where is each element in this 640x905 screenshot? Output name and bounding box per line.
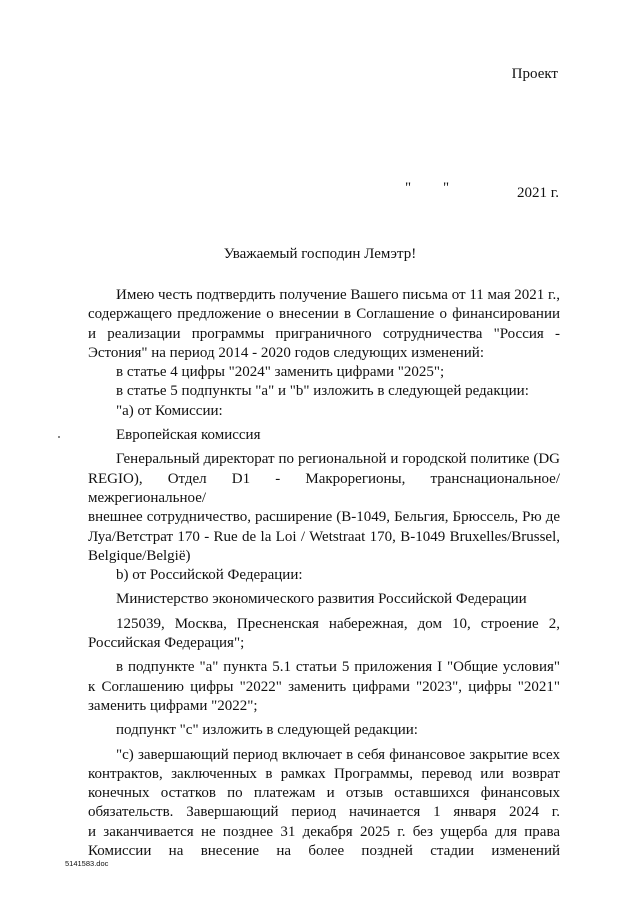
body-line: заменить цифрами "2022"; <box>88 697 258 714</box>
body-line: и реализации программы приграничного сотрудничества "Россия - <box>88 325 560 342</box>
body-line: b) от Российской Федерации: <box>116 567 303 584</box>
body-line: и заканчивается не позднее 31 декабря 2025 г. без ущерба для права <box>88 823 560 840</box>
body-line: Европейская комиссия <box>116 427 261 444</box>
body-line: REGIO), Отдел D1 - Макрорегионы, транснациональное/межрегиональное/ <box>88 470 560 506</box>
date-quote-close: " <box>443 180 450 196</box>
body-line: Генеральный директорат по региональной и городской политике (DG <box>116 451 560 468</box>
salutation: Уважаемый господин Лемэтр! <box>223 246 417 262</box>
body-line: контрактов, заключенных в рамках Программы, перевод или возврат <box>88 765 560 782</box>
draft-label: Проект <box>511 66 558 82</box>
letter-body <box>88 286 560 861</box>
body-line: Луа/Ветстрат 170 - Rue de la Loi / Wetstraat 170, B-1049 Bruxelles/Brussel, <box>88 528 560 545</box>
body-line: Belgique/België) <box>88 547 191 564</box>
body-line: Российская Федерация"; <box>88 635 245 652</box>
date-year: 2021 г. <box>517 185 559 201</box>
body-line: в статье 4 цифры "2024" заменить цифрами "2025"; <box>116 364 445 381</box>
body-line: подпункт "с" изложить в следующей редакции: <box>116 722 418 739</box>
body-line: содержащего предложение о внесении в Соглашение о финансировании <box>88 306 560 323</box>
body-line: к Соглашению цифры "2022" заменить цифрами "2023", цифры "2021" <box>88 678 560 695</box>
body-line: обязательств. Завершающий период начинается 1 января 2024 г. <box>88 804 560 821</box>
body-line: в подпункте "а" пункта 5.1 статьи 5 приложения I "Общие условия" <box>116 659 560 676</box>
margin-mark <box>58 436 60 438</box>
body-line: Имею честь подтвердить получение Вашего письма от 11 мая 2021 г., <box>116 287 560 303</box>
date-quote-open: " <box>405 180 412 196</box>
body-line: "с) завершающий период включает в себя финансовое закрытие всех <box>116 746 560 763</box>
body-line: внешнее сотрудничество, расширение (B-1049, Бельгия, Брюссель, Рю де <box>88 509 560 526</box>
body-line: Комиссии на внесение на более поздней стадии изменений <box>88 843 560 860</box>
body-line: в статье 5 подпункты "а" и "b" изложить в следующей редакции: <box>116 383 529 400</box>
body-line: 125039, Москва, Пресненская набережная, дом 10, строение 2, <box>116 615 560 632</box>
body-line: Министерство экономического развития Российской Федерации <box>116 591 527 608</box>
body-line: "а) от Комиссии: <box>116 402 223 419</box>
body-line: конечных остатков по платежам и отзыв оставшихся финансовых <box>88 785 560 802</box>
file-code: 5141583.doc <box>65 859 109 868</box>
body-line: Эстония" на период 2014 - 2020 годов следующих изменений: <box>88 344 484 361</box>
